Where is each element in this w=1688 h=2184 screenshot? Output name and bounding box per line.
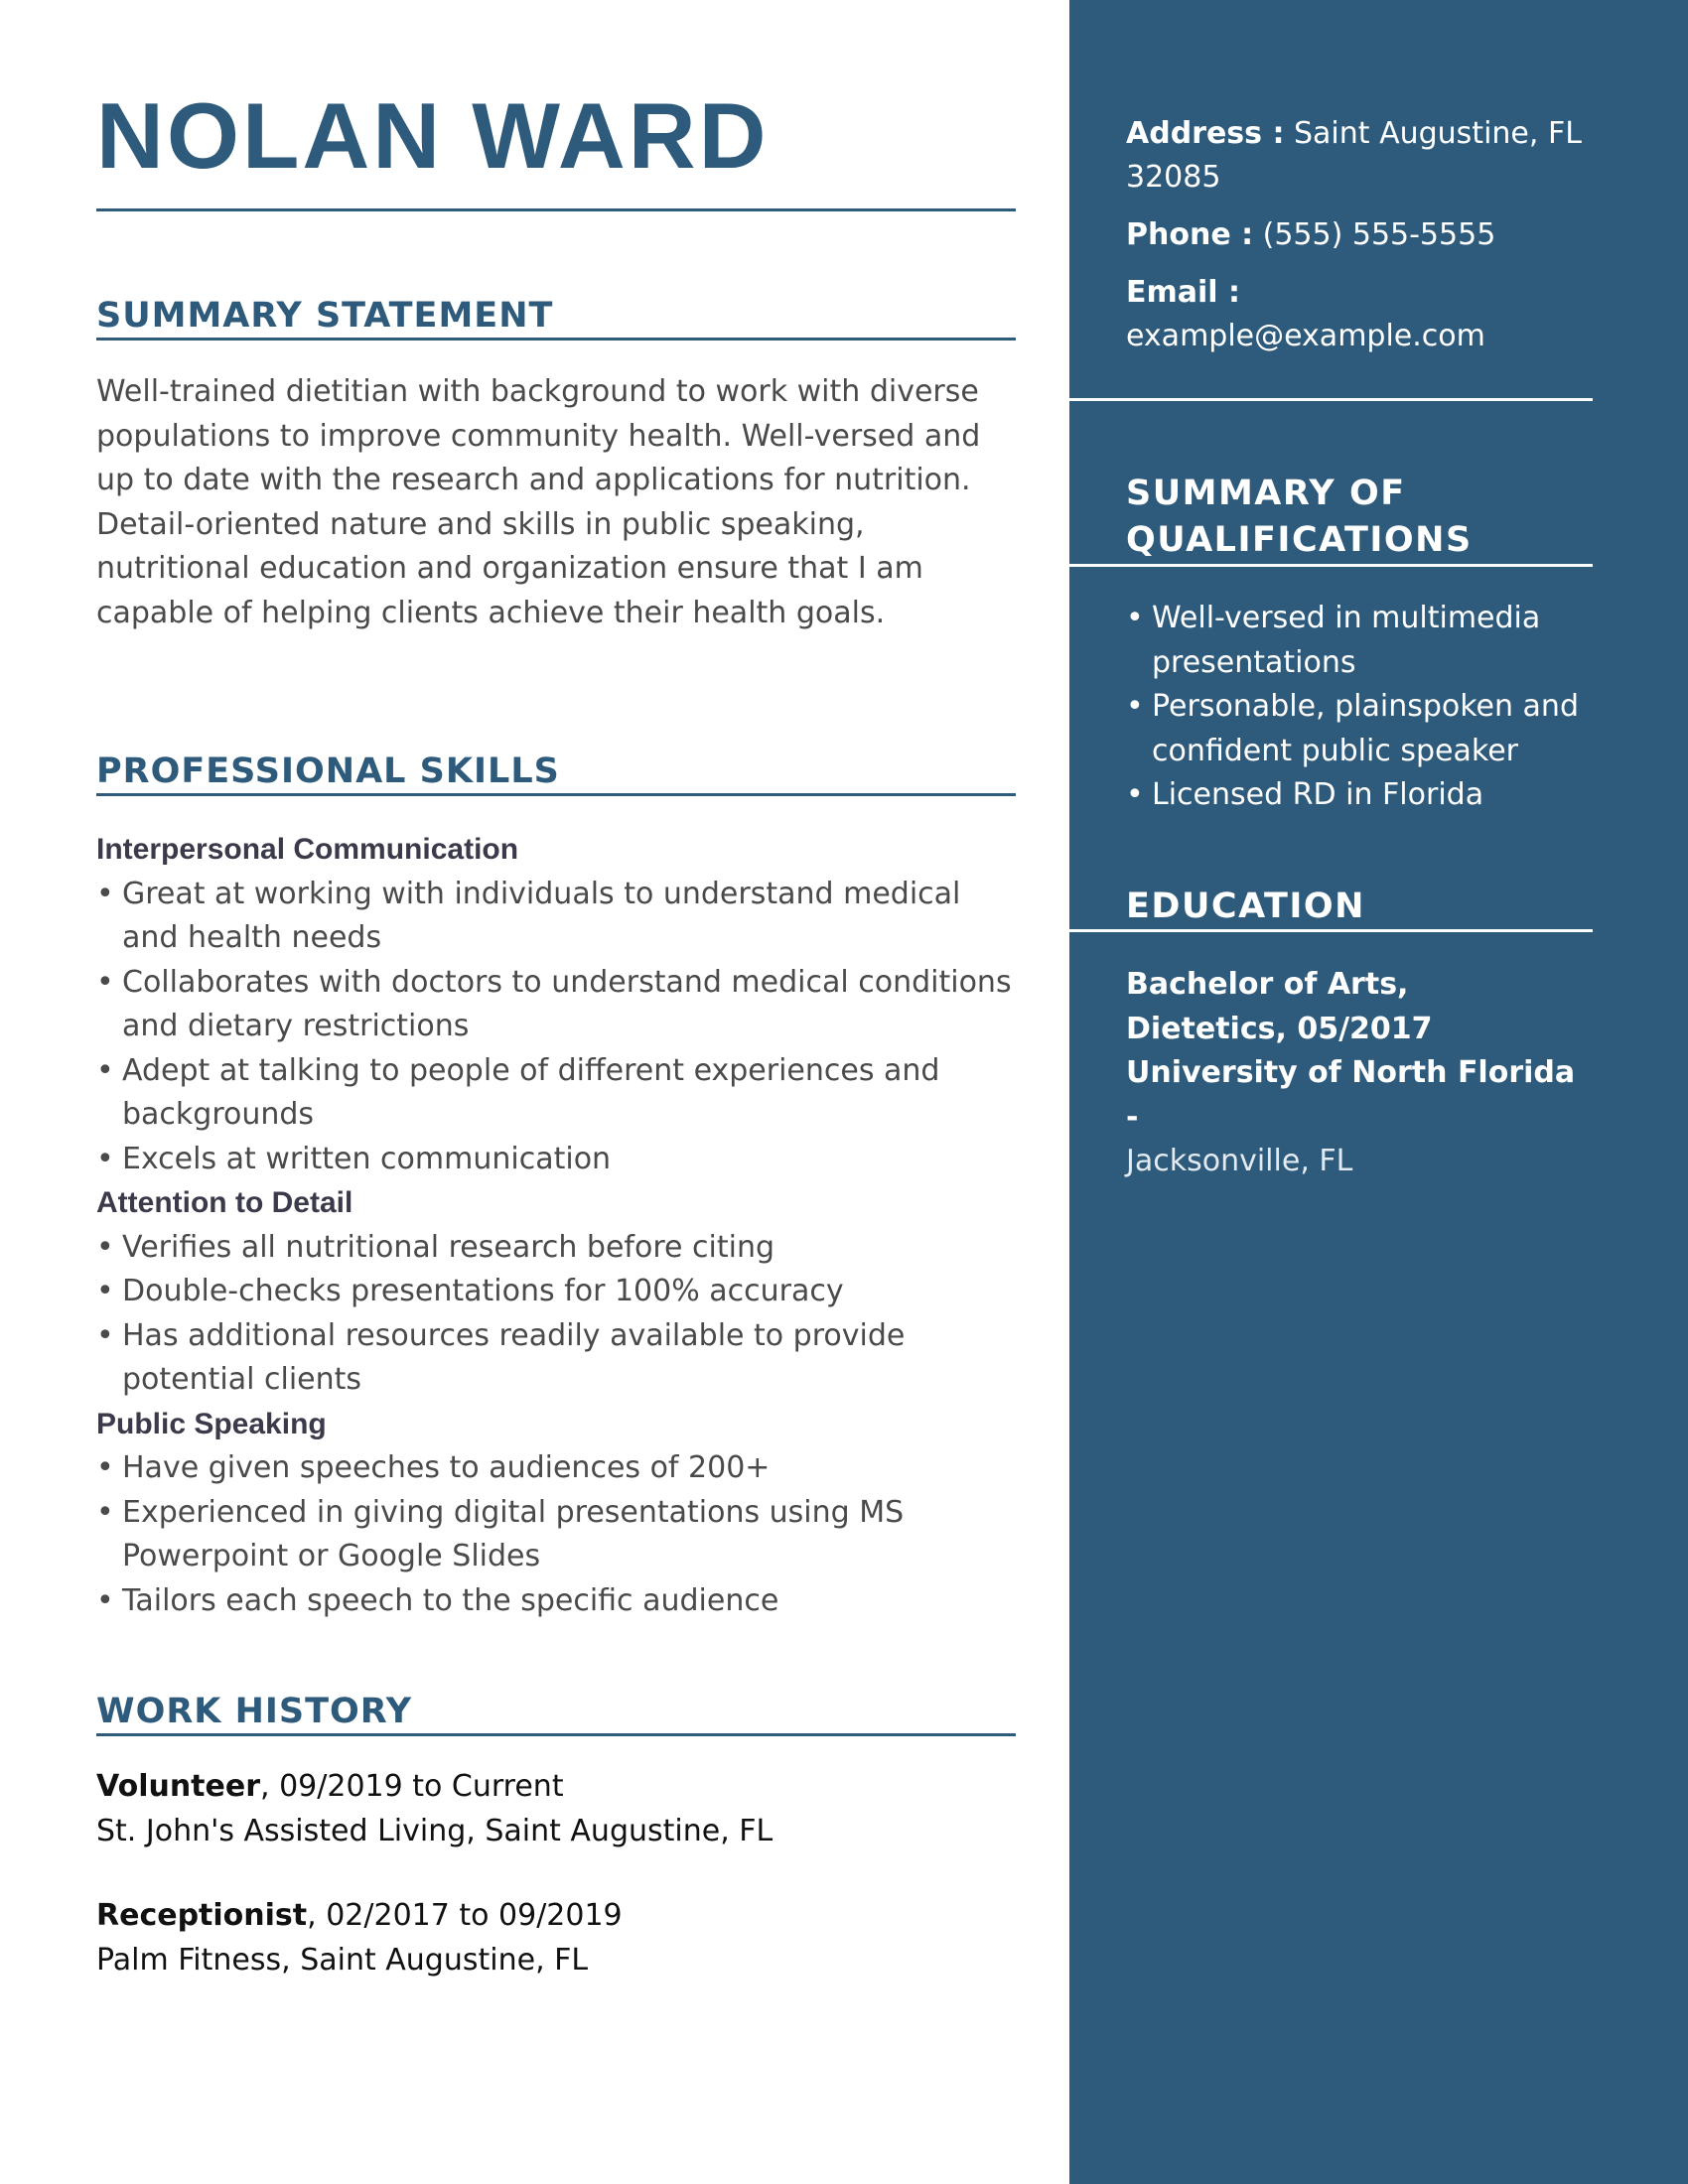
sidebar [1069, 0, 1688, 2184]
qualification-text: Personable, plainspoken and confident public speaker [1152, 689, 1579, 768]
contact-divider [1069, 398, 1593, 401]
address-line [1126, 112, 1593, 200]
qualifications-divider [1069, 564, 1593, 567]
bullet-icon: • [96, 876, 114, 911]
qualifications-heading [1126, 471, 1593, 564]
skill-group [96, 828, 1016, 1181]
skill-group [96, 1403, 1016, 1624]
qualifications-list [1126, 597, 1593, 818]
skill-list [96, 1226, 1016, 1403]
bullet-icon: • [96, 1450, 114, 1485]
qualifications-list-block [1126, 597, 1593, 818]
job-dates: , 09/2019 to Current [260, 1769, 564, 1804]
skills-heading: PROFESSIONAL SKILLS [96, 751, 560, 791]
education-divider [1069, 929, 1593, 932]
summary-divider [96, 338, 1016, 341]
job-entry [96, 1893, 1016, 1982]
skill-text: Tailors each speech to the specific audience [122, 1582, 779, 1618]
skill-text: Double-checks presentations for 100% accuracy [122, 1274, 844, 1308]
skill-item [96, 1314, 1016, 1403]
summary-heading: SUMMARY STATEMENT [96, 296, 554, 336]
qualification-item [1126, 685, 1593, 773]
qualifications-section [1126, 471, 1593, 564]
skill-text: Verifies all nutritional research before citing [122, 1229, 774, 1265]
contact-block [1126, 112, 1593, 358]
job-employer-line [96, 1809, 1016, 1853]
work-divider [96, 1733, 1016, 1736]
bullet-icon: • [96, 1494, 114, 1530]
bullet-icon: • [96, 1141, 114, 1176]
skill-item [96, 1446, 1016, 1491]
qualification-item [1126, 773, 1593, 818]
skill-text: Collaborates with doctors to understand medical conditions and dietary restrictions [122, 964, 1012, 1043]
skill-text: Excels at written communication [122, 1141, 612, 1176]
qualifications-heading-line2: QUALIFICATIONS [1126, 520, 1473, 560]
job-employer-line [96, 1938, 1016, 1982]
spacer [96, 1853, 1016, 1893]
bullet-icon: • [96, 964, 114, 1000]
skill-text: Has additional resources readily available to provide potential clients [122, 1317, 906, 1397]
skill-item [96, 873, 1016, 961]
email-value[interactable]: example@example.com [1126, 319, 1485, 353]
job-location: , Saint Augustine, FL [281, 1943, 589, 1978]
job-title: Receptionist [96, 1898, 308, 1933]
skill-item [96, 1491, 1016, 1579]
education-degree: Bachelor of Arts, Dietetics, 05/2017 [1126, 967, 1433, 1046]
address-label: Address : [1126, 116, 1285, 151]
work-heading: WORK HISTORY [96, 1692, 413, 1731]
bullet-icon: • [1126, 777, 1144, 812]
skill-group-title: Public Speaking [96, 1407, 327, 1440]
skills-divider [96, 793, 1016, 796]
address-value: Saint Augustine, FL 32085 [1126, 116, 1582, 195]
phone-value: (555) 555-5555 [1253, 217, 1496, 252]
bullet-icon: • [96, 1052, 114, 1088]
job-employer: Palm Fitness [96, 1943, 282, 1978]
skill-group-title: Interpersonal Communication [96, 833, 519, 866]
skill-item [96, 1049, 1016, 1138]
candidate-name: NOLAN WARD [96, 83, 770, 188]
phone-line [1126, 213, 1593, 257]
skill-item [96, 1226, 1016, 1271]
skill-text: Adept at talking to people of different experiences and backgrounds [122, 1052, 940, 1132]
skill-list [96, 873, 1016, 1182]
job-title-line [96, 1764, 1016, 1809]
skill-item [96, 1579, 1016, 1624]
bullet-icon: • [1126, 689, 1144, 724]
skill-group-title: Attention to Detail [96, 1186, 353, 1219]
email-line [1126, 271, 1593, 358]
job-location: , Saint Augustine, FL [466, 1814, 774, 1848]
summary-section [96, 294, 1016, 635]
bullet-icon: • [96, 1582, 114, 1618]
job-entry [96, 1764, 1016, 1853]
education-section [1126, 884, 1593, 930]
job-title: Volunteer [96, 1769, 261, 1804]
qualification-item [1126, 597, 1593, 685]
skill-group [96, 1181, 1016, 1403]
skill-text: Experienced in giving digital presentations using MS Powerpoint or Google Slides [122, 1494, 905, 1573]
job-employer: St. John's Assisted Living [96, 1814, 467, 1848]
job-dates: , 02/2017 to 09/2019 [307, 1898, 623, 1933]
education-heading: EDUCATION [1126, 887, 1365, 926]
skill-list [96, 1446, 1016, 1623]
work-section [96, 1690, 1016, 1982]
bullet-icon: • [96, 1317, 114, 1353]
qualification-text: Licensed RD in Florida [1152, 777, 1484, 812]
email-label: Email : [1126, 275, 1241, 310]
summary-text: Well-trained dietitian with background to work with diverse populations to improve community health. Well-versed and up to date with the research and applications for nutrition. Detail-oriented nature and skills in public speaking, nutritional education and organization ensure that I am capable of helping clients achieve their health goals. [96, 374, 981, 630]
skills-section [96, 750, 1016, 1623]
skill-text: Great at working with individuals to understand medical and health needs [122, 876, 961, 955]
education-school: University of North Florida - [1126, 1055, 1576, 1135]
education-location: Jacksonville, FL [1126, 1144, 1353, 1178]
phone-label: Phone : [1126, 217, 1254, 252]
qualification-text: Well-versed in multimedia presentations [1152, 601, 1541, 680]
skill-item [96, 961, 1016, 1049]
name-divider [96, 208, 1016, 211]
bullet-icon: • [96, 1274, 114, 1308]
job-title-line [96, 1893, 1016, 1938]
skill-text: Have given speeches to audiences of 200+ [122, 1450, 771, 1485]
skill-item [96, 1270, 1016, 1314]
bullet-icon: • [1126, 601, 1144, 635]
education-details [1126, 963, 1593, 1184]
qualifications-heading-line1: SUMMARY OF [1126, 474, 1406, 513]
bullet-icon: • [96, 1229, 114, 1265]
skill-item [96, 1138, 1016, 1182]
